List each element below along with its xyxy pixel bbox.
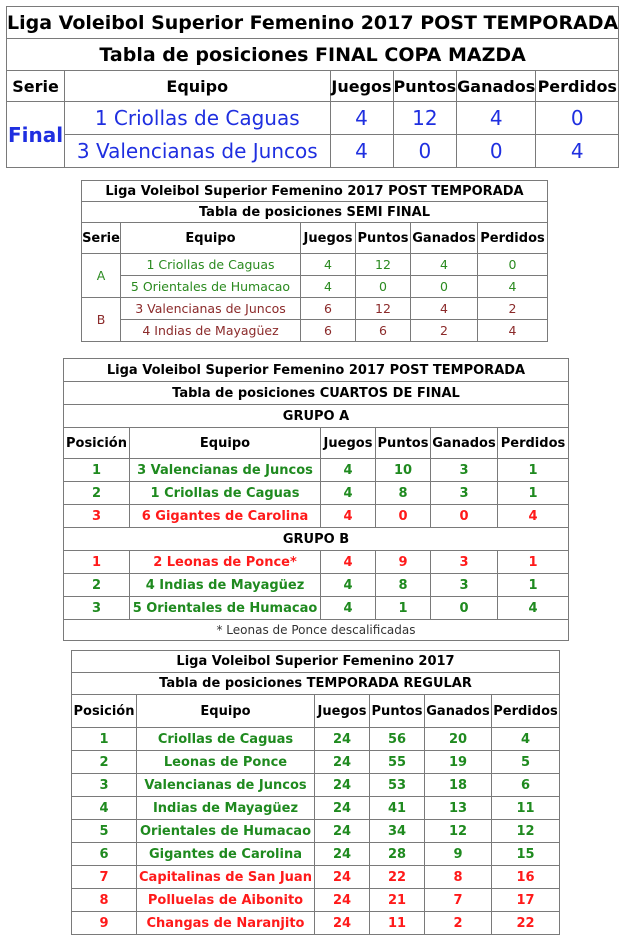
puntos-cell: 11: [370, 912, 425, 935]
perdidos-cell: 4: [478, 320, 548, 342]
perdidos-cell: 4: [498, 597, 569, 620]
puntos-cell: 53: [370, 774, 425, 797]
ganados-cell: 18: [425, 774, 492, 797]
team-cell: Polluelas de Aibonito: [137, 889, 315, 912]
table-row: [82, 320, 548, 342]
position-cell: 7: [72, 866, 137, 889]
juegos-cell: 24: [315, 797, 370, 820]
regular-title: Liga Voleibol Superior Femenino 2017: [72, 651, 560, 673]
team-cell: 1 Criollas de Caguas: [130, 482, 321, 505]
perdidos-cell: 0: [478, 254, 548, 276]
disqualification-note: * Leonas de Ponce descalificadas: [64, 620, 569, 641]
cuartos-title: Liga Voleibol Superior Femenino 2017 POST TEMPORADA: [64, 359, 569, 382]
table-row: [82, 254, 548, 276]
juegos-cell: 24: [315, 843, 370, 866]
serie-cell: Final: [7, 102, 65, 168]
perdidos-cell: 22: [492, 912, 560, 935]
perdidos-cell: 4: [492, 728, 560, 751]
juegos-cell: 24: [315, 751, 370, 774]
table-row: [72, 843, 560, 866]
juegos-cell: 4: [321, 574, 376, 597]
col-header-posicion: Posición: [64, 428, 130, 459]
position-cell: 9: [72, 912, 137, 935]
table-row: [72, 820, 560, 843]
table-row: [7, 135, 619, 168]
perdidos-cell: 4: [536, 135, 619, 168]
table-row: [82, 276, 548, 298]
col-header-juegos: Juegos: [301, 223, 356, 254]
puntos-cell: 34: [370, 820, 425, 843]
puntos-cell: 22: [370, 866, 425, 889]
puntos-cell: 21: [370, 889, 425, 912]
semifinal-standings-table: [81, 180, 548, 342]
semi-subtitle: Tabla de posiciones SEMI FINAL: [82, 202, 548, 223]
position-cell: 3: [72, 774, 137, 797]
col-header-puntos: Puntos: [370, 695, 425, 728]
col-header-equipo: Equipo: [121, 223, 301, 254]
col-header-ganados: Ganados: [431, 428, 498, 459]
juegos-cell: 4: [301, 254, 356, 276]
puntos-cell: 56: [370, 728, 425, 751]
table-row: [64, 597, 569, 620]
juegos-cell: 4: [321, 551, 376, 574]
col-header-serie: Serie: [82, 223, 121, 254]
perdidos-cell: 4: [478, 276, 548, 298]
ganados-cell: 4: [411, 298, 478, 320]
puntos-cell: 8: [376, 482, 431, 505]
col-header-perdidos: Perdidos: [498, 428, 569, 459]
position-cell: 3: [64, 597, 130, 620]
table-row: [72, 866, 560, 889]
regular-subtitle: Tabla de posiciones TEMPORADA REGULAR: [72, 673, 560, 695]
puntos-cell: 8: [376, 574, 431, 597]
col-header-perdidos: Perdidos: [536, 71, 619, 102]
juegos-cell: 24: [315, 774, 370, 797]
ganados-cell: 0: [431, 505, 498, 528]
puntos-cell: 10: [376, 459, 431, 482]
team-cell: Indias de Mayagüez: [137, 797, 315, 820]
team-cell: Valencianas de Juncos: [137, 774, 315, 797]
final-standings-table: [6, 6, 619, 168]
ganados-cell: 3: [431, 459, 498, 482]
table-row: [7, 102, 619, 135]
table-row: [64, 505, 569, 528]
ganados-cell: 20: [425, 728, 492, 751]
col-header-ganados: Ganados: [425, 695, 492, 728]
position-cell: 2: [64, 482, 130, 505]
perdidos-cell: 1: [498, 482, 569, 505]
ganados-cell: 0: [411, 276, 478, 298]
table-row: [64, 482, 569, 505]
ganados-cell: 9: [425, 843, 492, 866]
final-title: Liga Voleibol Superior Femenino 2017 POST TEMPORADA: [7, 7, 619, 39]
juegos-cell: 4: [321, 482, 376, 505]
position-cell: 6: [72, 843, 137, 866]
ganados-cell: 4: [411, 254, 478, 276]
table-row: [72, 889, 560, 912]
regular-season-standings-table: [71, 650, 560, 935]
puntos-cell: 0: [376, 505, 431, 528]
ganados-cell: 4: [457, 102, 536, 135]
table-row: [72, 912, 560, 935]
table-row: [64, 459, 569, 482]
serie-cell: A: [82, 254, 121, 298]
serie-cell: B: [82, 298, 121, 342]
position-cell: 5: [72, 820, 137, 843]
quarterfinal-standings-table: [63, 358, 569, 641]
ganados-cell: 12: [425, 820, 492, 843]
perdidos-cell: 12: [492, 820, 560, 843]
table-row: [64, 551, 569, 574]
semi-title: Liga Voleibol Superior Femenino 2017 POST TEMPORADA: [82, 181, 548, 202]
perdidos-cell: 6: [492, 774, 560, 797]
team-cell: 2 Leonas de Ponce*: [130, 551, 321, 574]
col-header-perdidos: Perdidos: [492, 695, 560, 728]
table-row: [72, 797, 560, 820]
puntos-cell: 9: [376, 551, 431, 574]
group-b-label: GRUPO B: [64, 528, 569, 551]
ganados-cell: 8: [425, 866, 492, 889]
col-header-ganados: Ganados: [411, 223, 478, 254]
ganados-cell: 0: [431, 597, 498, 620]
puntos-cell: 12: [356, 254, 411, 276]
position-cell: 2: [64, 574, 130, 597]
puntos-cell: 55: [370, 751, 425, 774]
team-cell: 1 Criollas de Caguas: [65, 102, 331, 135]
col-header-juegos: Juegos: [330, 71, 393, 102]
team-cell: 4 Indias de Mayagüez: [130, 574, 321, 597]
ganados-cell: 2: [411, 320, 478, 342]
col-header-posicion: Posición: [72, 695, 137, 728]
col-header-ganados: Ganados: [457, 71, 536, 102]
col-header-puntos: Puntos: [356, 223, 411, 254]
puntos-cell: 6: [356, 320, 411, 342]
juegos-cell: 4: [321, 597, 376, 620]
team-cell: Orientales de Humacao: [137, 820, 315, 843]
juegos-cell: 24: [315, 820, 370, 843]
perdidos-cell: 4: [498, 505, 569, 528]
juegos-cell: 4: [330, 102, 393, 135]
team-cell: 3 Valencianas de Juncos: [121, 298, 301, 320]
ganados-cell: 0: [457, 135, 536, 168]
juegos-cell: 24: [315, 889, 370, 912]
team-cell: 5 Orientales de Humacao: [130, 597, 321, 620]
table-row: [72, 774, 560, 797]
position-cell: 3: [64, 505, 130, 528]
team-cell: 6 Gigantes de Carolina: [130, 505, 321, 528]
team-cell: 1 Criollas de Caguas: [121, 254, 301, 276]
ganados-cell: 3: [431, 574, 498, 597]
team-cell: 3 Valencianas de Juncos: [130, 459, 321, 482]
puntos-cell: 12: [356, 298, 411, 320]
final-subtitle: Tabla de posiciones FINAL COPA MAZDA: [7, 39, 619, 71]
ganados-cell: 2: [425, 912, 492, 935]
position-cell: 8: [72, 889, 137, 912]
juegos-cell: 4: [321, 459, 376, 482]
team-cell: Gigantes de Carolina: [137, 843, 315, 866]
juegos-cell: 6: [301, 298, 356, 320]
team-cell: Changas de Naranjito: [137, 912, 315, 935]
ganados-cell: 3: [431, 482, 498, 505]
team-cell: 4 Indias de Mayagüez: [121, 320, 301, 342]
ganados-cell: 7: [425, 889, 492, 912]
col-header-puntos: Puntos: [393, 71, 457, 102]
perdidos-cell: 0: [536, 102, 619, 135]
juegos-cell: 24: [315, 728, 370, 751]
position-cell: 1: [64, 551, 130, 574]
team-cell: Capitalinas de San Juan: [137, 866, 315, 889]
group-a-label: GRUPO A: [64, 405, 569, 428]
ganados-cell: 13: [425, 797, 492, 820]
puntos-cell: 28: [370, 843, 425, 866]
perdidos-cell: 1: [498, 459, 569, 482]
perdidos-cell: 1: [498, 574, 569, 597]
col-header-equipo: Equipo: [65, 71, 331, 102]
col-header-equipo: Equipo: [130, 428, 321, 459]
puntos-cell: 0: [393, 135, 457, 168]
juegos-cell: 6: [301, 320, 356, 342]
juegos-cell: 24: [315, 912, 370, 935]
juegos-cell: 4: [321, 505, 376, 528]
position-cell: 1: [64, 459, 130, 482]
position-cell: 2: [72, 751, 137, 774]
team-cell: 5 Orientales de Humacao: [121, 276, 301, 298]
team-cell: Leonas de Ponce: [137, 751, 315, 774]
table-row: [64, 574, 569, 597]
position-cell: 1: [72, 728, 137, 751]
col-header-equipo: Equipo: [137, 695, 315, 728]
col-header-perdidos: Perdidos: [478, 223, 548, 254]
col-header-puntos: Puntos: [376, 428, 431, 459]
team-cell: Criollas de Caguas: [137, 728, 315, 751]
col-header-juegos: Juegos: [315, 695, 370, 728]
ganados-cell: 19: [425, 751, 492, 774]
perdidos-cell: 16: [492, 866, 560, 889]
perdidos-cell: 11: [492, 797, 560, 820]
table-row: [82, 298, 548, 320]
puntos-cell: 0: [356, 276, 411, 298]
juegos-cell: 24: [315, 866, 370, 889]
perdidos-cell: 5: [492, 751, 560, 774]
table-row: [72, 751, 560, 774]
puntos-cell: 41: [370, 797, 425, 820]
puntos-cell: 12: [393, 102, 457, 135]
perdidos-cell: 2: [478, 298, 548, 320]
juegos-cell: 4: [301, 276, 356, 298]
perdidos-cell: 1: [498, 551, 569, 574]
juegos-cell: 4: [330, 135, 393, 168]
ganados-cell: 3: [431, 551, 498, 574]
puntos-cell: 1: [376, 597, 431, 620]
col-header-juegos: Juegos: [321, 428, 376, 459]
table-row: [72, 728, 560, 751]
position-cell: 4: [72, 797, 137, 820]
col-header-serie: Serie: [7, 71, 65, 102]
cuartos-subtitle: Tabla de posiciones CUARTOS DE FINAL: [64, 382, 569, 405]
team-cell: 3 Valencianas de Juncos: [65, 135, 331, 168]
perdidos-cell: 15: [492, 843, 560, 866]
perdidos-cell: 17: [492, 889, 560, 912]
